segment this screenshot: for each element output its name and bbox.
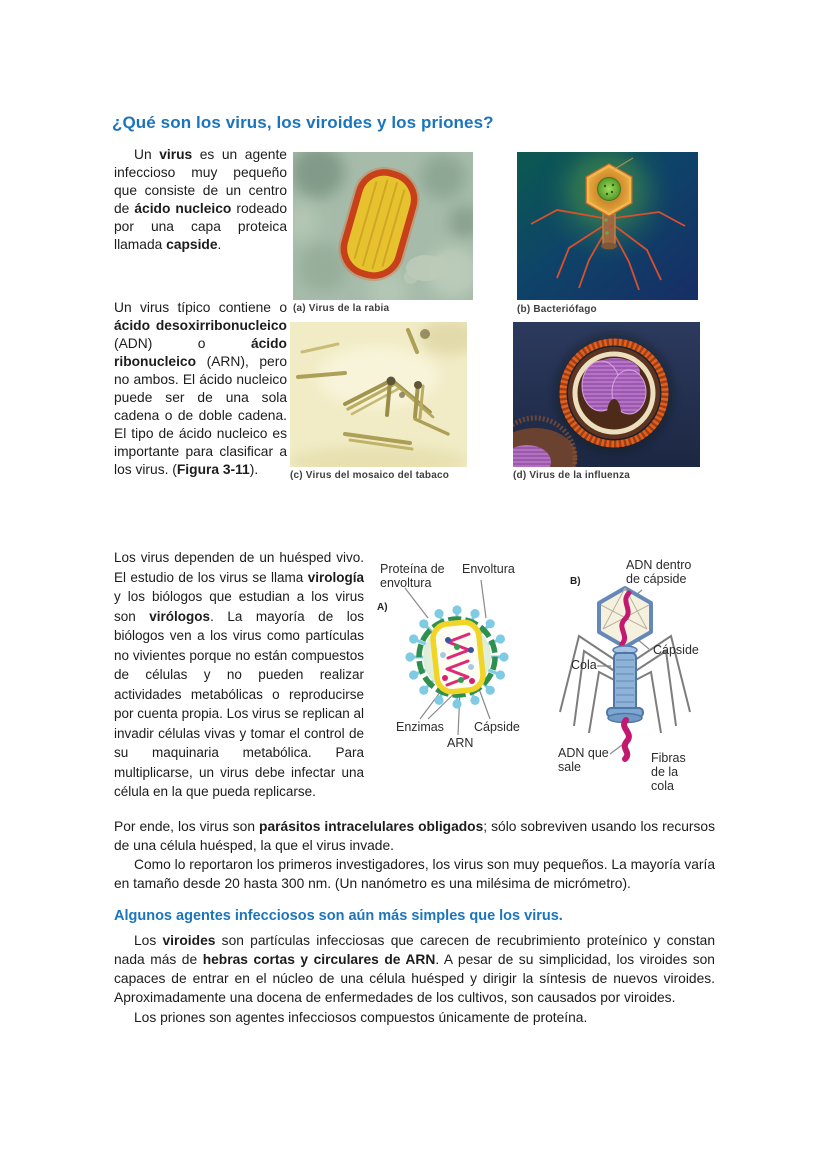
paragraph-obligate-parasites: Por ende, los virus son parásitos intracelulares obligados; sólo sobreviven usando los recursos de una célula huésped, la que el virus invade. — [114, 819, 715, 853]
page-title: ¿Qué son los virus, los viroides y los priones? — [112, 113, 494, 132]
paragraph-virology: Los virus dependen de un huésped vivo. El estudio de los virus se llama virología y los biólogos que estudian a los virus son virólogos. La mayoría de los biólogos ven a los virus como partículas no vivientes porque no están compuestos de células y no pueden realizar actividades metabólicas o reproducirse por cuenta propia. Los virus se replican al invadir células vivas y tomar el control de su maquinaria metabólica. Para multiplicarse, un virus debe infectar una célula en la que pueda replicarse. — [114, 550, 364, 799]
caption-c: (c) Virus del mosaico del tabaco — [290, 470, 450, 481]
paragraph-prions: Los priones son agentes infecciosos compuestos únicamente de proteína. — [134, 1010, 588, 1025]
caption-b: (b) Bacteriófago — [517, 304, 597, 315]
bacteriophage-drawing — [560, 588, 690, 759]
head-core — [598, 178, 621, 201]
label-tail-fibers: Fibras de la cola — [651, 751, 686, 793]
phage-baseplate — [601, 243, 617, 250]
paragraph-virus-size: Como lo reportaron los primeros investigadores, los virus son muy pequeños. La mayoría varía en tamaño desde 20 hasta 300 nm. (Un nanómetro es una milésima de micrómetro). — [114, 857, 715, 891]
label-capsid-b: Cápside — [653, 643, 699, 657]
label-adn-inside: ADN dentro de cápside — [626, 558, 692, 586]
influenza-virus-em — [513, 322, 700, 467]
bacteriophage-em — [517, 152, 698, 300]
bacteriophage-photo — [517, 152, 698, 300]
label-adn-out: ADN que sale — [558, 746, 609, 774]
phage-tail — [603, 214, 615, 244]
figure-3-11-diagram — [370, 550, 726, 815]
caption-a: (a) Virus de la rabia — [293, 303, 390, 314]
rabies-virus-photo — [293, 152, 473, 300]
paragraph-virus-definition: Un virus es un agente infeccioso muy pequeño que consiste de un centro de ácido nucleico rodeado por una capa proteica llamada capside. — [114, 147, 288, 252]
tobacco-mosaic-photo — [290, 322, 467, 467]
enveloped-virus-drawing — [405, 605, 508, 708]
section-subheading: Algunos agentes infecciosos son aún más simples que los virus. — [114, 908, 563, 924]
paragraph-nucleic-acid: Un virus típico contiene o ácido desoxirribonucleico (ADN) o ácido ribonucleico (ARN), pero no ambos. El ácido nucleico puede ser de una sola cadena o de doble cadena. El tipo de ácido nucleico es importante para clasificar a los virus. (Figura 3-11). — [114, 300, 287, 477]
tobacco-mosaic-em — [290, 322, 467, 467]
label-panel-a: A) — [377, 602, 388, 613]
adn-strand-exiting — [624, 720, 629, 759]
rabies-virus-em — [293, 152, 473, 300]
label-tail: Cola — [571, 658, 597, 672]
label-envelope: Envoltura — [462, 562, 515, 576]
label-enzymes: Enzimas — [396, 720, 444, 734]
label-envelope-protein: Proteína de envoltura — [380, 562, 445, 590]
influenza-virus-photo — [513, 322, 700, 467]
caption-d: (d) Virus de la influenza — [513, 470, 631, 481]
label-panel-b: B) — [570, 576, 581, 587]
label-arn: ARN — [447, 736, 474, 750]
paragraph-viroids: Los viroides son partículas infecciosas que carecen de recubrimiento proteínico y constan nada más de hebras cortas y circulares de ARN. A pesar de su simplicidad, los viroides son capaces de entrar en el núcleo de una célula huésped y dirigir la síntesis de nuevos viroides. Aproximadamente una docena de enfermedades de los cultivos, son causados por viroides. — [114, 933, 716, 1005]
label-capsid-a: Cápside — [474, 720, 520, 734]
